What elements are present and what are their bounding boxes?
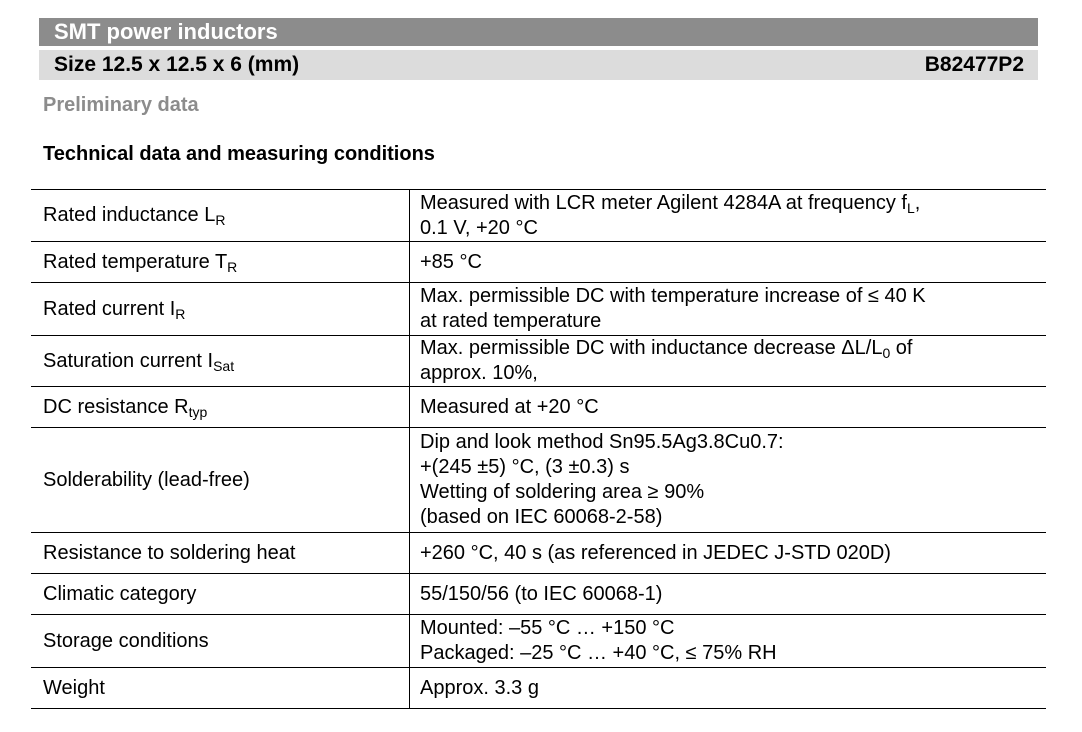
table-row (31, 336, 1046, 387)
value-line: Dip and look method Sn95.5Ag3.8Cu0.7: (420, 431, 784, 453)
value-line: Max. permissible DC with inductance decrease $\Delta L/L_0$ of (420, 337, 913, 361)
table-row (31, 242, 1046, 283)
value-line: (based on IEC 60068-2-58) (420, 506, 663, 528)
table-row (31, 387, 1046, 428)
parameter-value (410, 190, 1047, 242)
table-row (31, 668, 1046, 709)
value-line: Wetting of soldering area ≥ 90% (420, 481, 705, 503)
parameter-label (31, 190, 410, 242)
size-label: Size 12.5 x 12.5 x 6 (mm) (54, 53, 300, 76)
parameter-label-text: Weight (43, 676, 105, 699)
value-line: +85 °C (420, 250, 482, 273)
parameter-label-text: Rated current I (43, 297, 176, 320)
parameter-value (410, 428, 1047, 533)
parameter-label (31, 668, 410, 709)
table-row (31, 574, 1046, 615)
parameter-value (410, 615, 1047, 668)
table-row (31, 428, 1046, 533)
parameter-label-text: Rated temperature T (43, 250, 228, 273)
value-line: Measured with LCR meter Agilent 4284A at frequency $f_L$, (420, 191, 921, 216)
parameter-value (410, 387, 1047, 428)
technical-data-table (31, 189, 1046, 709)
parameter-label-text: Rated inductance L (43, 204, 216, 226)
table-row (31, 533, 1046, 574)
parameter-label (31, 283, 410, 336)
value-line: approx. 10%, (420, 362, 538, 384)
parameter-label (31, 615, 410, 668)
header-title-bar (39, 18, 1038, 46)
parameter-label-subscript: R (227, 258, 238, 275)
value-line: +260 °C, 40 s (as referenced in JEDEC J-STD 020D) (420, 541, 891, 564)
parameter-label (31, 242, 410, 283)
preliminary-label: Preliminary data (43, 94, 199, 116)
parameter-label-text: Storage conditions (43, 629, 209, 652)
value-line: at rated temperature (420, 310, 602, 332)
parameter-label (31, 428, 410, 533)
value-line: Approx. 3.3 g (420, 676, 539, 699)
value-line: Mounted: –55 °C … +150 °C (420, 617, 675, 639)
parameter-value (410, 242, 1047, 283)
parameter-label (31, 574, 410, 615)
table-row (31, 190, 1046, 242)
parameter-label-text: Saturation current I (43, 349, 214, 372)
value-line: Measured at +20 °C (420, 395, 599, 418)
parameter-label-text: DC resistance R (43, 395, 189, 418)
parameter-label-text: Climatic category (43, 582, 197, 605)
section-title: Technical data and measuring conditions (43, 143, 435, 165)
value-line: Max. permissible DC with temperature increase of ≤ 40 K (420, 285, 926, 307)
value-line: 55/150/56 (to IEC 60068-1) (420, 582, 663, 605)
parameter-value (410, 283, 1047, 336)
parameter-label-text: Resistance to soldering heat (43, 541, 296, 564)
parameter-value (410, 336, 1047, 387)
part-number: B82477P2 (924, 53, 1024, 76)
parameter-label-subscript: typ (188, 403, 208, 420)
parameter-label (31, 336, 410, 387)
parameter-label (31, 533, 410, 574)
parameter-value (410, 574, 1047, 615)
value-subscript: L (906, 199, 915, 216)
table-row (31, 615, 1046, 668)
value-line: 0.1 V, +20 °C (420, 216, 538, 239)
header-size-bar (39, 50, 1038, 80)
parameter-label-subscript: R (175, 305, 186, 322)
parameter-label-subscript: Sat (213, 357, 235, 374)
value-line: Packaged: –25 °C … +40 °C, ≤ 75% RH (420, 642, 777, 664)
parameter-value (410, 668, 1047, 709)
parameter-label-subscript: R (215, 212, 226, 228)
product-title: SMT power inductors (54, 19, 278, 44)
parameter-label-text: Solderability (lead-free) (43, 468, 250, 491)
parameter-value (410, 533, 1047, 574)
parameter-label (31, 387, 410, 428)
table-row (31, 283, 1046, 336)
value-subscript: 0 (882, 345, 891, 361)
value-line: +(245 ±5) °C, (3 ±0.3) s (420, 456, 630, 478)
